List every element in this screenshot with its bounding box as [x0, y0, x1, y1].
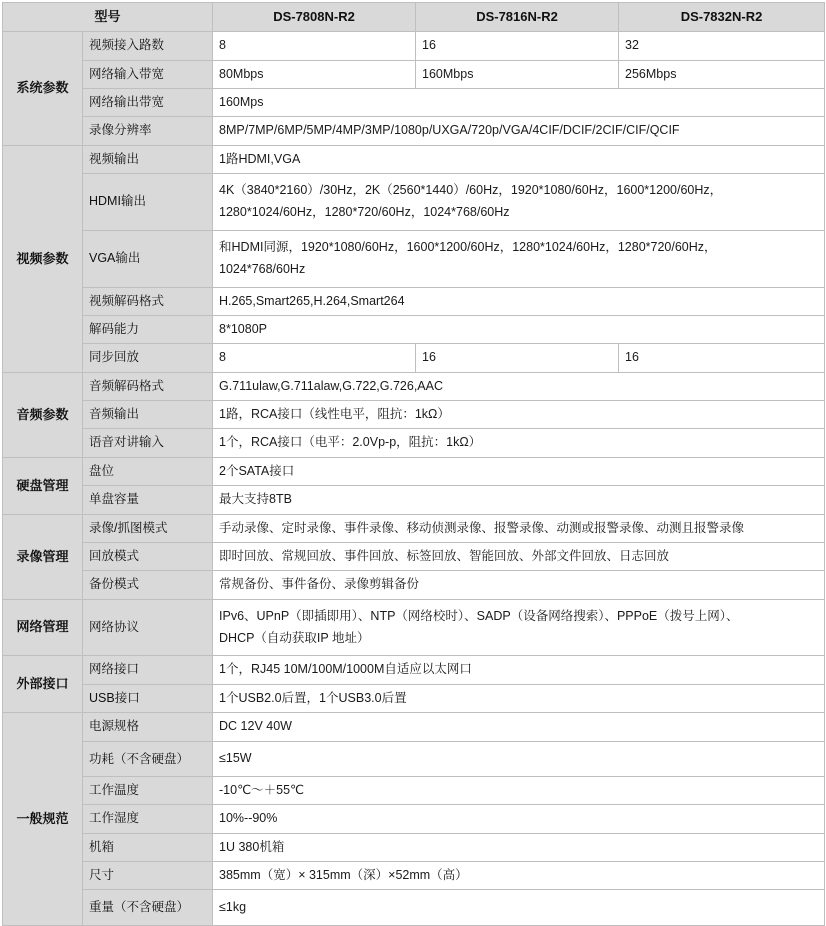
row-label: 音频解码格式 [83, 372, 213, 400]
table-row [3, 542, 825, 570]
row-label: 机箱 [83, 833, 213, 861]
table-row [3, 88, 825, 116]
row-label: 网络协议 [83, 599, 213, 656]
row-label: 单盘容量 [83, 486, 213, 514]
row-label: 音频输出 [83, 401, 213, 429]
row-value: 1个，RCA接口（电平：2.0Vp-p，阻抗：1kΩ） [213, 429, 825, 457]
group-label-3: 硬盘管理 [3, 457, 83, 514]
group-label-5: 网络管理 [3, 599, 83, 656]
value-line: 1024*768/60Hz [219, 261, 306, 276]
table-row [3, 890, 825, 925]
row-value: 385mm（宽）× 315mm（深）×52mm（高） [213, 861, 825, 889]
row-value: 最大支持8TB [213, 486, 825, 514]
row-value [213, 599, 825, 656]
table-row [3, 457, 825, 485]
row-label: VGA输出 [83, 230, 213, 287]
spec-sheet [0, 2, 826, 915]
header-model-3: DS-7832N-R2 [619, 3, 825, 32]
row-label: 工作温度 [83, 776, 213, 804]
row-label: 重量（不含硬盘） [83, 890, 213, 925]
table-row [3, 599, 825, 656]
group-label-4: 录像管理 [3, 514, 83, 599]
row-value: 1路HDMI,VGA [213, 145, 825, 173]
row-label: 回放模式 [83, 542, 213, 570]
table-row [3, 833, 825, 861]
row-value: 1个，RJ45 10M/100M/1000M自适应以太网口 [213, 656, 825, 684]
group-label-1: 视频参数 [3, 145, 83, 372]
specification-table [2, 2, 825, 926]
group-label-6: 外部接口 [3, 656, 83, 713]
row-label: 网络输入带宽 [83, 60, 213, 88]
table-row [3, 117, 825, 145]
table-row [3, 60, 825, 88]
row-value: 常规备份、事件备份、录像剪辑备份 [213, 571, 825, 599]
table-row [3, 486, 825, 514]
group-label-0: 系统参数 [3, 32, 83, 146]
row-value: 1路，RCA接口（线性电平，阻抗：1kΩ） [213, 401, 825, 429]
table-row [3, 429, 825, 457]
value-line: IPv6、UPnP（即插即用）、NTP（网络校时）、SADP（设备网络搜索）、PPPoE（拨号上网）、 [219, 608, 739, 623]
table-header-row [3, 3, 825, 32]
row-value: G.711ulaw,G.711alaw,G.722,G.726,AAC [213, 372, 825, 400]
row-value: 8 [213, 344, 416, 372]
row-label: 同步回放 [83, 344, 213, 372]
row-label: 电源规格 [83, 713, 213, 741]
row-value: 80Mbps [213, 60, 416, 88]
header-model-2: DS-7816N-R2 [416, 3, 619, 32]
table-row [3, 372, 825, 400]
row-label: 解码能力 [83, 315, 213, 343]
table-row [3, 145, 825, 173]
row-value: DC 12V 40W [213, 713, 825, 741]
row-value: ≤15W [213, 741, 825, 776]
table-row [3, 776, 825, 804]
row-value: 8*1080P [213, 315, 825, 343]
value-line: 1280*1024/60Hz，1280*720/60Hz，1024*768/60Hz [219, 204, 510, 219]
row-value: 8 [213, 32, 416, 60]
row-value: 16 [416, 32, 619, 60]
row-value: 32 [619, 32, 825, 60]
table-row [3, 805, 825, 833]
row-value: 即时回放、常规回放、事件回放、标签回放、智能回放、外部文件回放、日志回放 [213, 542, 825, 570]
header-model-1: DS-7808N-R2 [213, 3, 416, 32]
row-label: USB接口 [83, 684, 213, 712]
row-label: HDMI输出 [83, 174, 213, 231]
table-row [3, 32, 825, 60]
row-label: 盘位 [83, 457, 213, 485]
row-value: 16 [416, 344, 619, 372]
row-label: 视频解码格式 [83, 287, 213, 315]
row-value: ≤1kg [213, 890, 825, 925]
table-row [3, 861, 825, 889]
row-value: 1个USB2.0后置，1个USB3.0后置 [213, 684, 825, 712]
row-label: 尺寸 [83, 861, 213, 889]
table-row [3, 684, 825, 712]
row-value: 256Mbps [619, 60, 825, 88]
row-value: 8MP/7MP/6MP/5MP/4MP/3MP/1080p/UXGA/720p/VGA/4CIF/DCIF/2CIF/CIF/QCIF [213, 117, 825, 145]
row-value: 160Mps [213, 88, 825, 116]
row-label: 网络接口 [83, 656, 213, 684]
table-row [3, 656, 825, 684]
row-value: 1U 380机箱 [213, 833, 825, 861]
row-label: 录像分辨率 [83, 117, 213, 145]
row-value: 手动录像、定时录像、事件录像、移动侦测录像、报警录像、动测或报警录像、动测且报警录像 [213, 514, 825, 542]
row-value: -10℃～＋55℃ [213, 776, 825, 804]
table-row [3, 174, 825, 231]
table-row [3, 741, 825, 776]
row-value [213, 230, 825, 287]
row-label: 工作湿度 [83, 805, 213, 833]
row-label: 网络输出带宽 [83, 88, 213, 116]
value-line: DHCP（自动获取IP 地址） [219, 630, 370, 645]
row-label: 功耗（不含硬盘） [83, 741, 213, 776]
table-row [3, 514, 825, 542]
group-label-7: 一般规范 [3, 713, 83, 925]
row-value: 2个SATA接口 [213, 457, 825, 485]
row-value: 16 [619, 344, 825, 372]
row-value: H.265,Smart265,H.264,Smart264 [213, 287, 825, 315]
row-label: 视频接入路数 [83, 32, 213, 60]
table-row [3, 315, 825, 343]
table-row [3, 401, 825, 429]
row-value: 160Mbps [416, 60, 619, 88]
table-row [3, 230, 825, 287]
row-label: 备份模式 [83, 571, 213, 599]
header-model-label: 型号 [3, 3, 213, 32]
row-label: 视频输出 [83, 145, 213, 173]
row-label: 录像/抓图模式 [83, 514, 213, 542]
group-label-2: 音频参数 [3, 372, 83, 457]
row-label: 语音对讲输入 [83, 429, 213, 457]
value-line: 4K（3840*2160）/30Hz，2K（2560*1440）/60Hz，1920*1080/60Hz，1600*1200/60Hz， [219, 183, 723, 198]
table-row [3, 571, 825, 599]
value-line: 和HDMI同源，1920*1080/60Hz，1600*1200/60Hz，1280*1024/60Hz，1280*720/60Hz， [219, 239, 717, 254]
table-row [3, 287, 825, 315]
row-value: 10%--90% [213, 805, 825, 833]
table-row [3, 713, 825, 741]
row-value [213, 174, 825, 231]
table-row [3, 344, 825, 372]
